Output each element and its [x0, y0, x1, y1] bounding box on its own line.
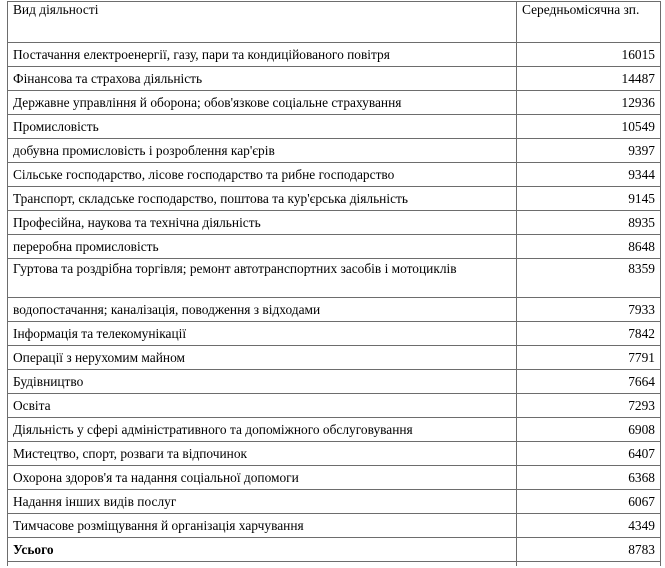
row-activity: Гуртова та роздрібна торгівля; ремонт автотранспортних засобів і мотоциклів: [8, 259, 517, 298]
table-row: [8, 211, 661, 235]
table-row: [8, 346, 661, 370]
total-row: [8, 538, 661, 562]
table-row: [8, 466, 661, 490]
salary-table: [7, 1, 661, 566]
row-activity: Сільське господарство, лісове господарство та рибне господарство: [8, 163, 517, 187]
table-row: [8, 43, 661, 67]
table-row: [8, 298, 661, 322]
row-activity: Промисловість: [8, 115, 517, 139]
table-row: [8, 259, 661, 298]
row-salary: 4349: [517, 514, 661, 538]
row-salary: 6908: [517, 418, 661, 442]
row-activity: Будівництво: [8, 370, 517, 394]
row-activity: переробна промисловість: [8, 235, 517, 259]
row-salary: 9344: [517, 163, 661, 187]
total-label: Усього: [8, 538, 517, 562]
row-activity: Тимчасове розміщування й організація харчування: [8, 514, 517, 538]
row-activity: Транспорт, складське господарство, поштова та кур'єрська діяльність: [8, 187, 517, 211]
row-activity: Операції з нерухомим майном: [8, 346, 517, 370]
row-salary: 7791: [517, 346, 661, 370]
row-activity: Охорона здоров'я та надання соціальної допомоги: [8, 466, 517, 490]
table-bottom-edge: [8, 562, 661, 567]
table-row: [8, 418, 661, 442]
table-row: [8, 163, 661, 187]
empty-cell: [517, 562, 661, 567]
row-activity: водопостачання; каналізація, поводження з відходами: [8, 298, 517, 322]
row-activity: Освіта: [8, 394, 517, 418]
row-activity: Професійна, наукова та технічна діяльність: [8, 211, 517, 235]
row-salary: 14487: [517, 67, 661, 91]
table-row: [8, 322, 661, 346]
row-salary: 7293: [517, 394, 661, 418]
row-salary: 8359: [517, 259, 661, 298]
row-salary: 9145: [517, 187, 661, 211]
row-activity: Державне управління й оборона; обов'язкове соціальне страхування: [8, 91, 517, 115]
row-activity: Інформація та телекомунікації: [8, 322, 517, 346]
row-salary: 8648: [517, 235, 661, 259]
table-row: [8, 91, 661, 115]
row-salary: 7664: [517, 370, 661, 394]
table-row: [8, 514, 661, 538]
row-salary: 6067: [517, 490, 661, 514]
row-activity: Фінансова та страхова діяльність: [8, 67, 517, 91]
header-salary: Середньомісячна зп.: [517, 2, 661, 43]
row-activity: Надання інших видів послуг: [8, 490, 517, 514]
table-row: [8, 442, 661, 466]
row-salary: 9397: [517, 139, 661, 163]
row-salary: 6407: [517, 442, 661, 466]
table-row: [8, 235, 661, 259]
header-activity: Вид діяльності: [8, 2, 517, 43]
table-header-row: [8, 2, 661, 43]
row-salary: 10549: [517, 115, 661, 139]
row-activity: Діяльність у сфері адміністративного та допоміжного обслуговування: [8, 418, 517, 442]
table-row: [8, 394, 661, 418]
table-row: [8, 187, 661, 211]
row-activity: Мистецтво, спорт, розваги та відпочинок: [8, 442, 517, 466]
table-row: [8, 139, 661, 163]
row-salary: 16015: [517, 43, 661, 67]
table-row: [8, 67, 661, 91]
row-salary: 6368: [517, 466, 661, 490]
row-activity: добувна промисловість і розроблення кар'єрів: [8, 139, 517, 163]
row-salary: 7842: [517, 322, 661, 346]
table-row: [8, 490, 661, 514]
table-row: [8, 115, 661, 139]
row-activity: Постачання електроенергії, газу, пари та кондиційованого повітря: [8, 43, 517, 67]
row-salary: 12936: [517, 91, 661, 115]
empty-cell: [8, 562, 517, 567]
total-salary: 8783: [517, 538, 661, 562]
row-salary: 7933: [517, 298, 661, 322]
row-salary: 8935: [517, 211, 661, 235]
table-row: [8, 370, 661, 394]
